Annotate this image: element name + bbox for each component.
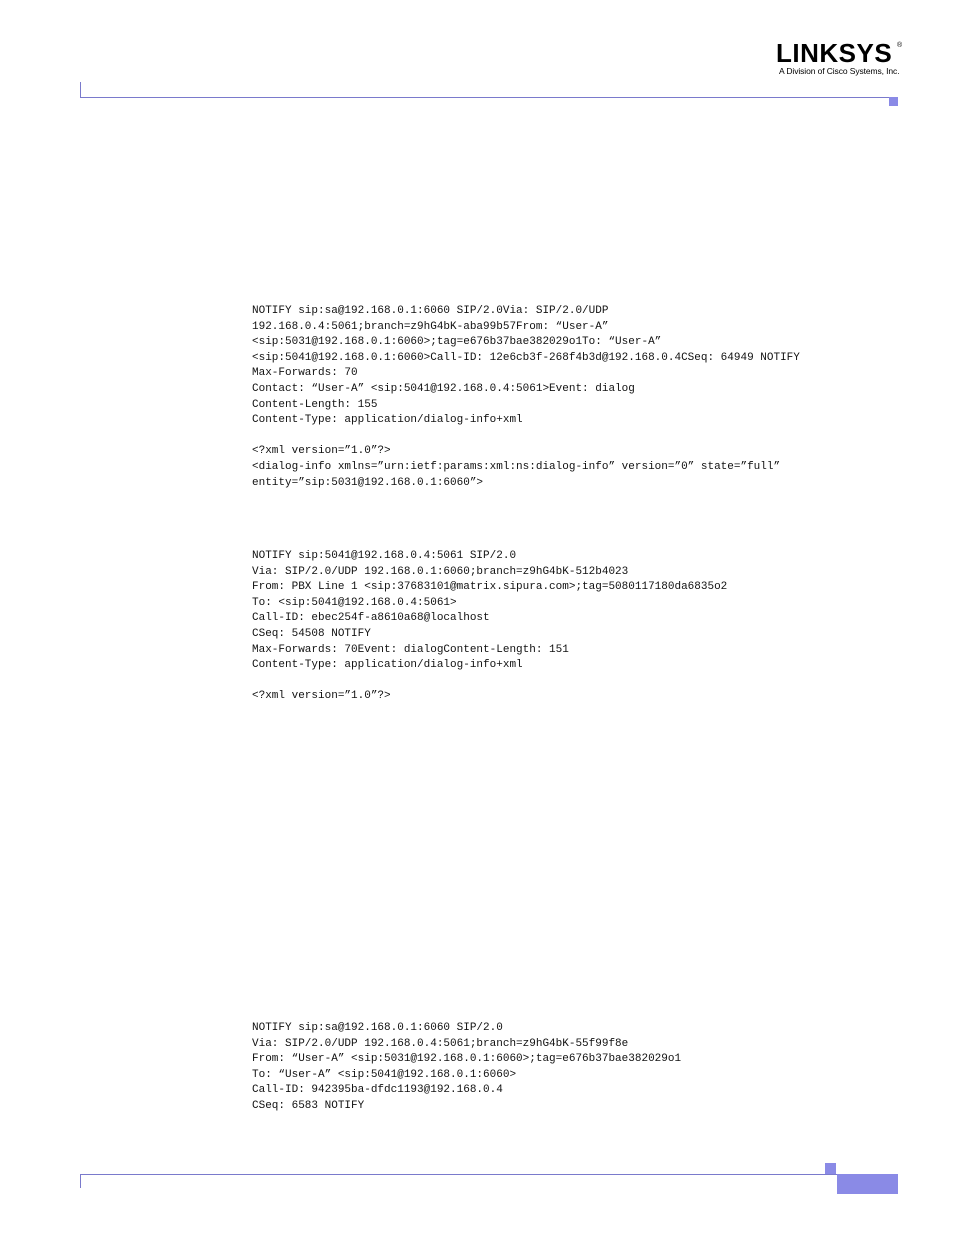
code-line: To: <sip:5041@192.168.0.4:5061>	[252, 596, 457, 609]
code-line: NOTIFY sip:5041@192.168.0.4:5061 SIP/2.0	[252, 550, 517, 562]
code-block-1	[252, 304, 800, 491]
logo-wordmark: LINKSYS	[776, 38, 893, 68]
code-line: Content-Type: application/dialog-info+xml	[252, 414, 523, 427]
code-line: Content-Type: application/dialog-info+xml	[252, 659, 523, 672]
code-line: Content-Length: 155	[252, 398, 378, 411]
linksys-logo	[776, 40, 906, 80]
code-line: Contact: “User-A” <sip:5041@192.168.0.4:5061>Event: dialog	[252, 382, 635, 395]
code-line: NOTIFY sip:sa@192.168.0.1:6060 SIP/2.0	[252, 1022, 503, 1034]
code-line: Max-Forwards: 70Event: dialogContent-Length: 151	[252, 643, 569, 656]
code-line: To: “User-A” <sip:5041@192.168.0.1:6060>	[252, 1068, 517, 1081]
logo-subtitle: A Division of Cisco Systems, Inc.	[779, 66, 900, 76]
code-line: CSeq: 54508 NOTIFY	[252, 627, 371, 640]
code-line: CSeq: 6583 NOTIFY	[252, 1099, 365, 1112]
code-line: Via: SIP/2.0/UDP 192.168.0.1:6060;branch=z9hG4bK-512b4023	[252, 565, 629, 578]
code-line	[252, 429, 800, 445]
code-line: <sip:5041@192.168.0.1:6060>Call-ID: 12e6cb3f-268f4b3d@192.168.0.4CSeq: 64949 NOTIFY	[252, 351, 800, 364]
code-line: entity=”sip:5031@192.168.0.1:6060”>	[252, 476, 484, 489]
code-line: Call-ID: ebec254f-a8610a68@localhost	[252, 612, 490, 625]
code-line: <dialog-info xmlns=”urn:ietf:params:xml:ns:dialog-info” version=”0” state=”full”	[252, 460, 781, 473]
code-block-2	[252, 549, 727, 705]
header-rule	[81, 97, 889, 98]
header-rule-square	[889, 97, 898, 106]
code-line: 192.168.0.4:5061;branch=z9hG4bK-aba99b57From: “User-A”	[252, 320, 609, 333]
code-block-3	[252, 1021, 681, 1115]
code-line: <?xml version=”1.0”?>	[252, 690, 391, 703]
code-line: Max-Forwards: 70	[252, 367, 358, 380]
code-line: NOTIFY sip:sa@192.168.0.1:6060 SIP/2.0Via: SIP/2.0/UDP	[252, 305, 609, 317]
code-line: Via: SIP/2.0/UDP 192.168.0.4:5061;branch=z9hG4bK-55f99f8e	[252, 1037, 629, 1050]
footer-rule	[81, 1174, 837, 1175]
logo-registered-mark: ®	[897, 42, 903, 49]
footer-rule-square	[825, 1163, 836, 1174]
code-line: <?xml version=”1.0”?>	[252, 445, 391, 458]
code-line: From: “User-A” <sip:5031@192.168.0.1:6060>;tag=e676b37bae382029o1	[252, 1053, 682, 1066]
code-line	[252, 674, 727, 690]
code-line: Call-ID: 942395ba-dfdc1193@192.168.0.4	[252, 1084, 503, 1097]
header-rule-tick	[80, 82, 81, 98]
code-line: From: PBX Line 1 <sip:37683101@matrix.sipura.com>;tag=5080117180da6835o2	[252, 581, 728, 594]
code-line: <sip:5031@192.168.0.1:6060>;tag=e676b37bae382029o1To: “User-A”	[252, 336, 662, 349]
footer-rule-tick	[80, 1174, 81, 1188]
footer-page-tab	[837, 1174, 898, 1194]
